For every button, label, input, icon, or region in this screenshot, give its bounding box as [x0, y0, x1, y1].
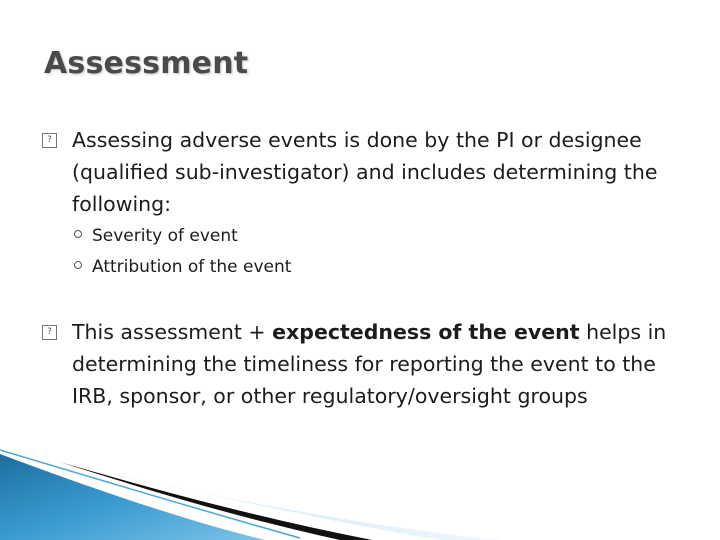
subbullet-severity — [74, 225, 238, 247]
subbullet-text: Attribution of the event — [92, 257, 292, 277]
bullet-box-icon: ? — [42, 133, 57, 148]
ring-bullet-icon — [74, 261, 82, 269]
bullet-text-after: helps in determining the timeliness for reporting the event to the IRB, sponsor, or other regulatory/oversight groups — [72, 320, 667, 408]
bullet-item-assessing — [42, 124, 692, 220]
ring-bullet-icon — [74, 230, 82, 238]
bullet-box-icon: ? — [42, 325, 57, 340]
bullet-text: Assessing adverse events is done by the PI or designee (qualified sub-investigator) and includes determining the following: — [72, 128, 658, 216]
wave-blue-shape — [0, 454, 265, 540]
decorative-wave-graphic — [0, 440, 720, 540]
bullet-item-expectedness — [42, 316, 692, 412]
bullet-text-before: This assessment + — [72, 320, 273, 344]
subbullet-text: Severity of event — [92, 226, 238, 246]
subbullet-attribution — [74, 256, 291, 278]
slide-title: Assessment — [44, 46, 249, 81]
bullet-text-bold: expectedness of the event — [272, 320, 580, 344]
